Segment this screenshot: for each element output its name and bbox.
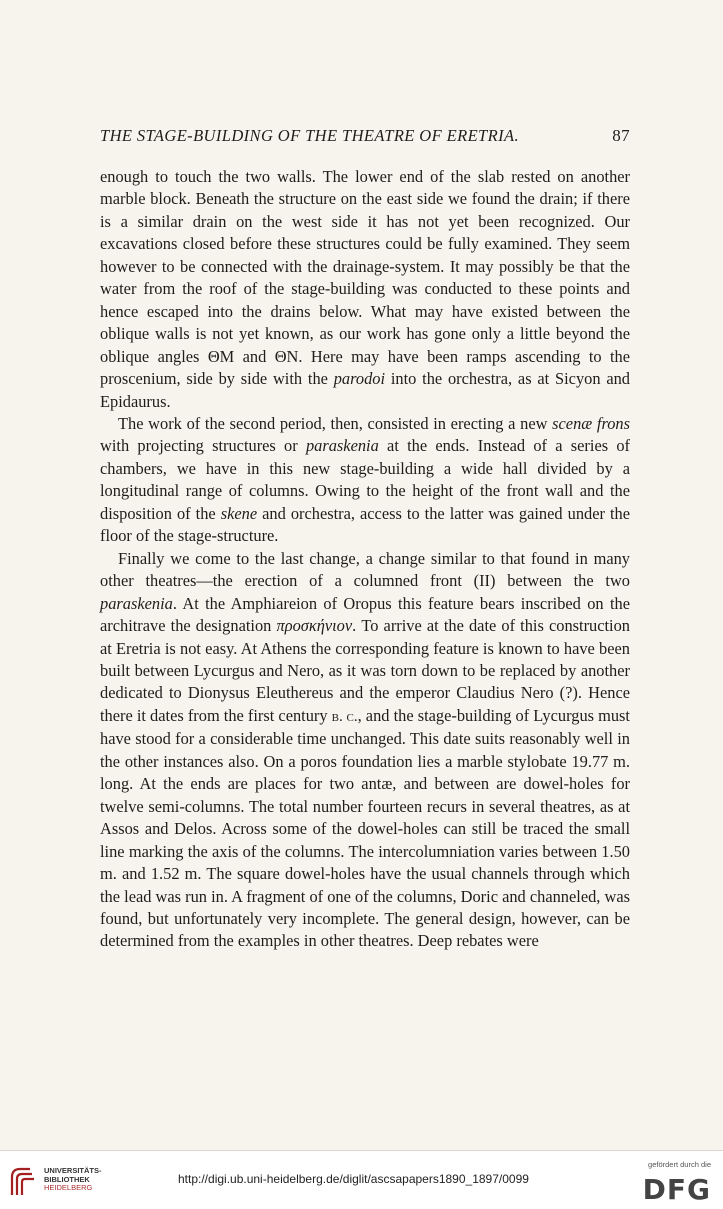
running-head-title: THE STAGE-BUILDING OF THE THEATRE OF ERETRIA. (100, 126, 520, 145)
body-text (100, 166, 630, 953)
paragraph-1: enough to touch the two walls. The lower end of the slab rested on another marble block. Beneath the structure on the east side we found the drain; if there is a similar drain on the west side it has not yet been recognized. Our excavations closed before these structures could be fully examined. They seem however to be connected with the drainage-system. It may possibly be that the water from the roof of the stage-building was conducted to these points and hence escaped into the drains below. What may have existed between the oblique walls is not yet known, as our work has gone only a little beyond the oblique angles ΘM and ΘN. Here may have been ramps ascending to the proscenium, side by side with the parodoi into the orchestra, as at Sicyon and Epidaurus. (100, 167, 631, 411)
university-library-logo-icon (8, 1165, 38, 1197)
running-head (100, 126, 630, 146)
dfg-logo: DFG (642, 1173, 711, 1206)
digitization-footer (0, 1150, 723, 1209)
page-number: 87 (612, 126, 630, 145)
paragraph-3: Finally we come to the last change, a change similar to that found in many other theatres—the erection of a columned front (II) between the two paraskenia. At the Amphiareion of Oropus this feature bears inscribed on the architrave the designation προσκήνιον. To arrive at the date of this construction at Eretria is not easy. At Athens the corresponding feature is known to have been built between Lycurgus and Nero, as it was torn down to be replaced by another dedicated to Dionysus Eleuthereus and the emperor Claudius Nero (?). Hence there it dates from the first century b. c., and the stage-building of Lycurgus must have stood for a considerable time unchanged. This date suits reasonably well in the other instances also. On a poros foundation lies a marble stylobate 19.77 m. long. At the ends are places for two antæ, and between are dowel-holes for twelve semi-columns. The total number fourteen recurs in several theatres, as at Assos and Delos. Across some of the dowel-holes can still be traced the small line marking the axis of the columns. The intercolumniation varies between 1.50 m. and 1.52 m. The square dowel-holes have the usual channels through which the lead was run in. A fragment of one of the columns, Doric and channeled, was found, but unfortunately very incomplete. The general design, however, can be determined from the examples in other theatres. Deep rebates were (100, 548, 631, 951)
paragraph-2: The work of the second period, then, consisted in erecting a new scenæ frons with projecting structures or paraskenia at the ends. Instead of a series of chambers, we have in this new stage-building a wide hall divided by a longitudinal range of columns. Owing to the height of the front wall and the disposition of the skene and orchestra, access to the latter was gained under the floor of the stage-structure. (100, 413, 631, 546)
permalink-url[interactable]: http://digi.ub.uni-heidelberg.de/diglit/ascsapapers1890_1897/0099 (178, 1172, 529, 1186)
funding-note: gefördert durch die (648, 1160, 711, 1169)
institution-name: UNIVERSITÄTS- BIBLIOTHEK HEIDELBERG (44, 1166, 102, 1192)
